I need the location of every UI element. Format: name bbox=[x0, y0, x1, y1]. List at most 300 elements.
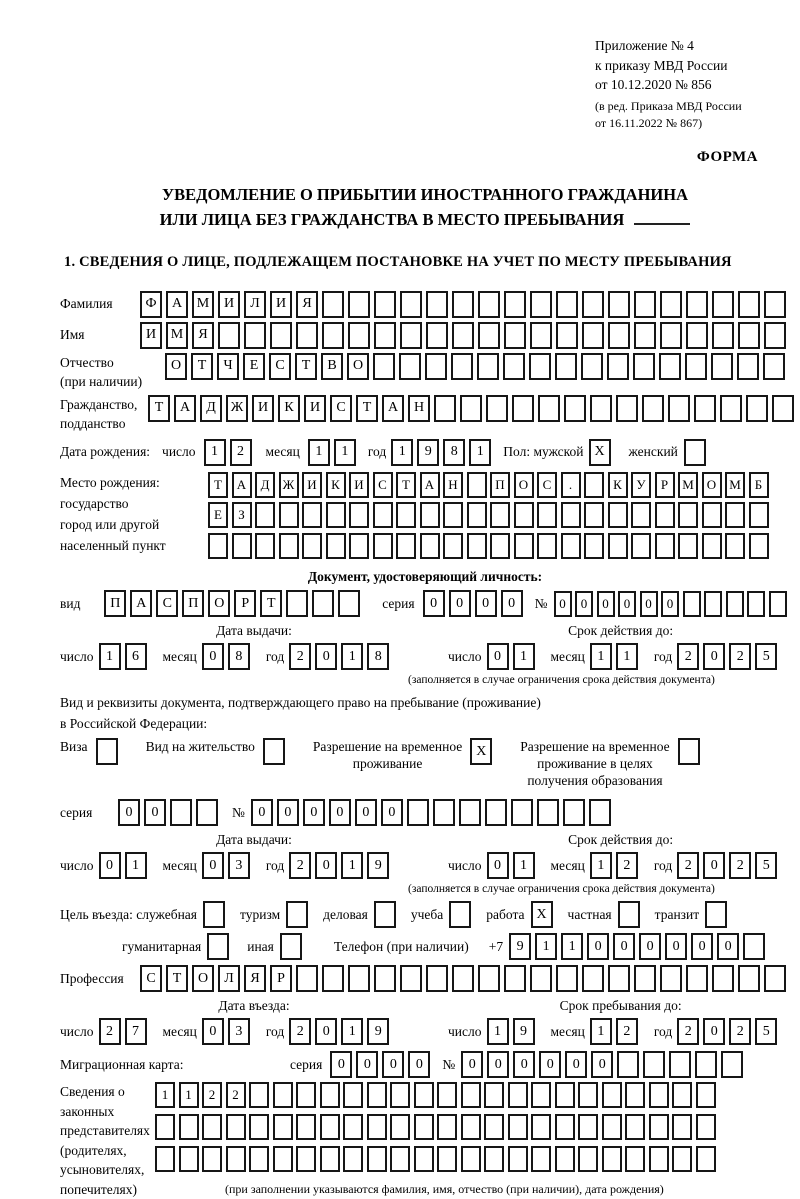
form-cell[interactable]: П bbox=[104, 590, 126, 617]
form-cell[interactable] bbox=[490, 533, 510, 559]
form-cell[interactable] bbox=[659, 353, 681, 380]
form-cell[interactable] bbox=[400, 322, 422, 349]
form-cell[interactable]: 0 bbox=[355, 799, 377, 826]
form-cell[interactable]: Ф bbox=[140, 291, 162, 318]
form-cell[interactable]: 2 bbox=[616, 852, 638, 879]
form-cell[interactable] bbox=[296, 322, 318, 349]
form-cell[interactable]: 0 bbox=[539, 1051, 561, 1078]
form-cell[interactable]: 1 bbox=[590, 852, 612, 879]
form-cell[interactable] bbox=[720, 395, 742, 422]
form-cell[interactable]: 0 bbox=[449, 590, 471, 617]
form-cell[interactable]: О bbox=[165, 353, 187, 380]
form-cell[interactable]: М bbox=[192, 291, 214, 318]
form-cell[interactable]: 0 bbox=[202, 852, 224, 879]
form-cell[interactable] bbox=[326, 502, 346, 528]
form-cell[interactable]: Р bbox=[234, 590, 256, 617]
form-cell[interactable] bbox=[490, 502, 510, 528]
form-cell[interactable] bbox=[686, 291, 708, 318]
form-cell[interactable] bbox=[608, 533, 628, 559]
form-cell[interactable]: 2 bbox=[230, 439, 252, 466]
form-cell[interactable]: 8 bbox=[443, 439, 465, 466]
form-cell[interactable] bbox=[414, 1082, 434, 1108]
form-cell[interactable] bbox=[738, 322, 760, 349]
form-cell[interactable] bbox=[320, 1082, 340, 1108]
form-cell[interactable]: 2 bbox=[677, 852, 699, 879]
form-cell[interactable]: 9 bbox=[417, 439, 439, 466]
form-cell[interactable] bbox=[426, 322, 448, 349]
form-cell[interactable] bbox=[764, 322, 786, 349]
form-cell[interactable]: 0 bbox=[618, 591, 636, 617]
form-cell[interactable] bbox=[367, 1114, 387, 1140]
form-cell[interactable]: А bbox=[166, 291, 188, 318]
form-cell[interactable]: Р bbox=[655, 472, 675, 498]
form-cell[interactable] bbox=[738, 965, 760, 992]
form-cell[interactable]: 1 bbox=[590, 643, 612, 670]
form-cell[interactable]: Я bbox=[244, 965, 266, 992]
form-cell[interactable] bbox=[582, 291, 604, 318]
form-cell[interactable] bbox=[531, 1114, 551, 1140]
form-cell[interactable]: 1 bbox=[561, 933, 583, 960]
form-cell[interactable] bbox=[608, 322, 630, 349]
form-cell[interactable] bbox=[617, 1051, 639, 1078]
form-cell[interactable] bbox=[420, 502, 440, 528]
form-cell[interactable] bbox=[508, 1146, 528, 1172]
form-cell[interactable] bbox=[669, 1051, 691, 1078]
form-cell[interactable] bbox=[374, 291, 396, 318]
form-cell[interactable] bbox=[451, 353, 473, 380]
form-cell[interactable] bbox=[555, 1146, 575, 1172]
form-cell[interactable]: Д bbox=[255, 472, 275, 498]
form-cell[interactable]: 1 bbox=[99, 643, 121, 670]
form-cell[interactable]: 2 bbox=[729, 852, 751, 879]
form-cell[interactable] bbox=[512, 395, 534, 422]
form-cell[interactable] bbox=[426, 965, 448, 992]
form-cell[interactable]: А bbox=[174, 395, 196, 422]
form-cell[interactable] bbox=[452, 322, 474, 349]
form-cell[interactable] bbox=[443, 502, 463, 528]
form-cell[interactable] bbox=[484, 1082, 504, 1108]
form-cell[interactable] bbox=[684, 439, 706, 466]
form-cell[interactable] bbox=[452, 965, 474, 992]
form-cell[interactable]: 1 bbox=[125, 852, 147, 879]
form-cell[interactable] bbox=[202, 1114, 222, 1140]
form-cell[interactable]: Д bbox=[200, 395, 222, 422]
form-cell[interactable]: 2 bbox=[677, 1018, 699, 1045]
form-cell[interactable]: П bbox=[490, 472, 510, 498]
form-cell[interactable] bbox=[232, 533, 252, 559]
form-cell[interactable]: 5 bbox=[755, 643, 777, 670]
form-cell[interactable]: А bbox=[130, 590, 152, 617]
form-cell[interactable] bbox=[437, 1082, 457, 1108]
form-cell[interactable] bbox=[343, 1114, 363, 1140]
form-cell[interactable] bbox=[694, 395, 716, 422]
form-cell[interactable] bbox=[312, 590, 334, 617]
form-cell[interactable] bbox=[561, 502, 581, 528]
form-cell[interactable] bbox=[426, 291, 448, 318]
form-cell[interactable] bbox=[343, 1146, 363, 1172]
form-cell[interactable] bbox=[407, 799, 429, 826]
form-cell[interactable]: 2 bbox=[202, 1082, 222, 1108]
form-cell[interactable] bbox=[155, 1114, 175, 1140]
form-cell[interactable]: Б bbox=[749, 472, 769, 498]
form-cell[interactable]: 1 bbox=[341, 1018, 363, 1045]
form-cell[interactable]: 2 bbox=[99, 1018, 121, 1045]
form-cell[interactable] bbox=[631, 533, 651, 559]
form-cell[interactable] bbox=[374, 901, 396, 928]
form-cell[interactable]: С bbox=[537, 472, 557, 498]
form-cell[interactable]: 0 bbox=[118, 799, 140, 826]
form-cell[interactable]: С bbox=[140, 965, 162, 992]
form-cell[interactable]: 0 bbox=[575, 591, 593, 617]
form-cell[interactable]: 0 bbox=[665, 933, 687, 960]
form-cell[interactable]: 1 bbox=[179, 1082, 199, 1108]
form-cell[interactable]: 0 bbox=[513, 1051, 535, 1078]
form-cell[interactable] bbox=[437, 1114, 457, 1140]
form-cell[interactable]: 1 bbox=[155, 1082, 175, 1108]
form-cell[interactable] bbox=[420, 533, 440, 559]
form-cell[interactable] bbox=[696, 1146, 716, 1172]
form-cell[interactable] bbox=[434, 395, 456, 422]
form-cell[interactable] bbox=[508, 1114, 528, 1140]
form-cell[interactable]: Т bbox=[148, 395, 170, 422]
form-cell[interactable] bbox=[602, 1114, 622, 1140]
form-cell[interactable] bbox=[578, 1082, 598, 1108]
form-cell[interactable] bbox=[530, 322, 552, 349]
form-cell[interactable]: 0 bbox=[202, 643, 224, 670]
form-cell[interactable] bbox=[537, 533, 557, 559]
form-cell[interactable]: И bbox=[140, 322, 162, 349]
form-cell[interactable]: 2 bbox=[616, 1018, 638, 1045]
form-cell[interactable] bbox=[763, 353, 785, 380]
form-cell[interactable] bbox=[326, 533, 346, 559]
form-cell[interactable] bbox=[705, 901, 727, 928]
form-cell[interactable]: X bbox=[470, 738, 492, 765]
form-cell[interactable] bbox=[202, 1146, 222, 1172]
form-cell[interactable]: 0 bbox=[501, 590, 523, 617]
form-cell[interactable] bbox=[348, 965, 370, 992]
form-cell[interactable]: Я bbox=[296, 291, 318, 318]
form-cell[interactable]: 0 bbox=[382, 1051, 404, 1078]
form-cell[interactable] bbox=[461, 1082, 481, 1108]
form-cell[interactable] bbox=[556, 965, 578, 992]
form-cell[interactable] bbox=[584, 502, 604, 528]
form-cell[interactable]: 0 bbox=[315, 643, 337, 670]
form-cell[interactable] bbox=[590, 395, 612, 422]
form-cell[interactable]: З bbox=[232, 502, 252, 528]
form-cell[interactable]: Т bbox=[356, 395, 378, 422]
form-cell[interactable] bbox=[460, 395, 482, 422]
form-cell[interactable] bbox=[459, 799, 481, 826]
form-cell[interactable]: 7 bbox=[125, 1018, 147, 1045]
form-cell[interactable] bbox=[634, 291, 656, 318]
form-cell[interactable]: И bbox=[302, 472, 322, 498]
form-cell[interactable]: 1 bbox=[308, 439, 330, 466]
form-cell[interactable] bbox=[608, 291, 630, 318]
form-cell[interactable]: Ж bbox=[226, 395, 248, 422]
form-cell[interactable]: 9 bbox=[513, 1018, 535, 1045]
form-cell[interactable] bbox=[467, 533, 487, 559]
form-cell[interactable]: А bbox=[420, 472, 440, 498]
form-cell[interactable] bbox=[660, 322, 682, 349]
form-cell[interactable] bbox=[504, 291, 526, 318]
form-cell[interactable] bbox=[749, 533, 769, 559]
form-cell[interactable] bbox=[563, 799, 585, 826]
form-cell[interactable] bbox=[286, 901, 308, 928]
form-cell[interactable]: 1 bbox=[616, 643, 638, 670]
form-cell[interactable]: В bbox=[321, 353, 343, 380]
form-cell[interactable]: С bbox=[330, 395, 352, 422]
form-cell[interactable] bbox=[322, 965, 344, 992]
form-cell[interactable] bbox=[478, 322, 500, 349]
form-cell[interactable] bbox=[725, 533, 745, 559]
form-cell[interactable] bbox=[400, 291, 422, 318]
form-cell[interactable]: С bbox=[269, 353, 291, 380]
form-cell[interactable]: Ч bbox=[217, 353, 239, 380]
form-cell[interactable] bbox=[485, 799, 507, 826]
form-cell[interactable] bbox=[467, 472, 487, 498]
form-cell[interactable]: 1 bbox=[341, 643, 363, 670]
form-cell[interactable] bbox=[486, 395, 508, 422]
form-cell[interactable]: Ж bbox=[279, 472, 299, 498]
form-cell[interactable] bbox=[555, 1082, 575, 1108]
form-cell[interactable] bbox=[649, 1114, 669, 1140]
form-cell[interactable]: 0 bbox=[717, 933, 739, 960]
form-cell[interactable] bbox=[668, 395, 690, 422]
form-cell[interactable]: 0 bbox=[202, 1018, 224, 1045]
form-cell[interactable] bbox=[683, 591, 701, 617]
form-cell[interactable] bbox=[348, 322, 370, 349]
form-cell[interactable] bbox=[581, 353, 603, 380]
form-cell[interactable] bbox=[414, 1146, 434, 1172]
form-cell[interactable]: 0 bbox=[356, 1051, 378, 1078]
form-cell[interactable]: Т bbox=[208, 472, 228, 498]
form-cell[interactable] bbox=[514, 502, 534, 528]
form-cell[interactable]: О bbox=[702, 472, 722, 498]
form-cell[interactable] bbox=[367, 1082, 387, 1108]
form-cell[interactable] bbox=[634, 965, 656, 992]
form-cell[interactable] bbox=[374, 322, 396, 349]
form-cell[interactable] bbox=[769, 591, 787, 617]
form-cell[interactable] bbox=[207, 933, 229, 960]
form-cell[interactable]: Т bbox=[260, 590, 282, 617]
form-cell[interactable] bbox=[564, 395, 586, 422]
form-cell[interactable]: 0 bbox=[144, 799, 166, 826]
form-cell[interactable] bbox=[712, 291, 734, 318]
form-cell[interactable]: 2 bbox=[226, 1082, 246, 1108]
form-cell[interactable]: 1 bbox=[334, 439, 356, 466]
form-cell[interactable] bbox=[602, 1146, 622, 1172]
form-cell[interactable] bbox=[390, 1146, 410, 1172]
form-cell[interactable] bbox=[634, 322, 656, 349]
form-cell[interactable] bbox=[531, 1082, 551, 1108]
form-cell[interactable] bbox=[414, 1114, 434, 1140]
form-cell[interactable] bbox=[396, 533, 416, 559]
form-cell[interactable] bbox=[655, 502, 675, 528]
form-cell[interactable] bbox=[649, 1082, 669, 1108]
form-cell[interactable] bbox=[478, 291, 500, 318]
form-cell[interactable]: Р bbox=[270, 965, 292, 992]
form-cell[interactable]: 0 bbox=[565, 1051, 587, 1078]
form-cell[interactable] bbox=[338, 590, 360, 617]
form-cell[interactable]: 0 bbox=[487, 852, 509, 879]
form-cell[interactable]: 0 bbox=[639, 933, 661, 960]
form-cell[interactable] bbox=[584, 533, 604, 559]
form-cell[interactable] bbox=[764, 291, 786, 318]
form-cell[interactable]: 0 bbox=[554, 591, 572, 617]
form-cell[interactable] bbox=[296, 1146, 316, 1172]
form-cell[interactable] bbox=[537, 799, 559, 826]
form-cell[interactable] bbox=[373, 502, 393, 528]
form-cell[interactable] bbox=[170, 799, 192, 826]
form-cell[interactable] bbox=[373, 353, 395, 380]
form-cell[interactable] bbox=[437, 1146, 457, 1172]
form-cell[interactable] bbox=[343, 1082, 363, 1108]
form-cell[interactable]: Я bbox=[192, 322, 214, 349]
form-cell[interactable] bbox=[179, 1114, 199, 1140]
form-cell[interactable] bbox=[280, 933, 302, 960]
form-cell[interactable]: 5 bbox=[755, 1018, 777, 1045]
form-cell[interactable]: 9 bbox=[509, 933, 531, 960]
form-cell[interactable] bbox=[531, 1146, 551, 1172]
form-cell[interactable] bbox=[537, 502, 557, 528]
form-cell[interactable]: 9 bbox=[367, 1018, 389, 1045]
form-cell[interactable]: 0 bbox=[640, 591, 658, 617]
form-cell[interactable] bbox=[367, 1146, 387, 1172]
form-cell[interactable] bbox=[249, 1146, 269, 1172]
form-cell[interactable]: 0 bbox=[597, 591, 615, 617]
form-cell[interactable] bbox=[642, 395, 664, 422]
form-cell[interactable] bbox=[348, 291, 370, 318]
form-cell[interactable]: 9 bbox=[367, 852, 389, 879]
form-cell[interactable] bbox=[746, 395, 768, 422]
form-cell[interactable] bbox=[461, 1146, 481, 1172]
form-cell[interactable] bbox=[618, 901, 640, 928]
form-cell[interactable]: 8 bbox=[367, 643, 389, 670]
form-cell[interactable]: 0 bbox=[461, 1051, 483, 1078]
form-cell[interactable]: М bbox=[678, 472, 698, 498]
form-cell[interactable]: Н bbox=[443, 472, 463, 498]
form-cell[interactable] bbox=[584, 472, 604, 498]
form-cell[interactable] bbox=[270, 322, 292, 349]
form-cell[interactable] bbox=[686, 965, 708, 992]
form-cell[interactable] bbox=[208, 533, 228, 559]
form-cell[interactable]: X bbox=[531, 901, 553, 928]
form-cell[interactable] bbox=[349, 533, 369, 559]
form-cell[interactable] bbox=[196, 799, 218, 826]
form-cell[interactable] bbox=[643, 1051, 665, 1078]
form-cell[interactable]: 1 bbox=[391, 439, 413, 466]
form-cell[interactable] bbox=[578, 1114, 598, 1140]
form-cell[interactable]: 8 bbox=[228, 643, 250, 670]
form-cell[interactable] bbox=[556, 291, 578, 318]
form-cell[interactable]: 0 bbox=[330, 1051, 352, 1078]
form-cell[interactable]: 3 bbox=[228, 1018, 250, 1045]
form-cell[interactable] bbox=[616, 395, 638, 422]
form-cell[interactable] bbox=[678, 533, 698, 559]
form-cell[interactable]: Л bbox=[218, 965, 240, 992]
form-cell[interactable] bbox=[721, 1051, 743, 1078]
form-cell[interactable] bbox=[244, 322, 266, 349]
form-cell[interactable]: Л bbox=[244, 291, 266, 318]
form-cell[interactable]: Т bbox=[191, 353, 213, 380]
form-cell[interactable]: И bbox=[349, 472, 369, 498]
form-cell[interactable] bbox=[508, 1082, 528, 1108]
form-cell[interactable] bbox=[712, 322, 734, 349]
form-cell[interactable]: О bbox=[192, 965, 214, 992]
form-cell[interactable] bbox=[660, 291, 682, 318]
form-cell[interactable]: 0 bbox=[251, 799, 273, 826]
form-cell[interactable] bbox=[302, 533, 322, 559]
form-cell[interactable] bbox=[530, 291, 552, 318]
form-cell[interactable] bbox=[302, 502, 322, 528]
form-cell[interactable]: К bbox=[278, 395, 300, 422]
form-cell[interactable]: 0 bbox=[661, 591, 679, 617]
form-cell[interactable]: 0 bbox=[703, 1018, 725, 1045]
form-cell[interactable] bbox=[279, 533, 299, 559]
form-cell[interactable] bbox=[390, 1114, 410, 1140]
form-cell[interactable] bbox=[631, 502, 651, 528]
form-cell[interactable] bbox=[625, 1082, 645, 1108]
form-cell[interactable]: 0 bbox=[703, 643, 725, 670]
form-cell[interactable]: М bbox=[166, 322, 188, 349]
form-cell[interactable]: . bbox=[561, 472, 581, 498]
form-cell[interactable] bbox=[433, 799, 455, 826]
form-cell[interactable] bbox=[449, 901, 471, 928]
form-cell[interactable] bbox=[400, 965, 422, 992]
form-cell[interactable] bbox=[607, 353, 629, 380]
form-cell[interactable] bbox=[625, 1114, 645, 1140]
form-cell[interactable]: У bbox=[631, 472, 651, 498]
form-cell[interactable]: 1 bbox=[469, 439, 491, 466]
form-cell[interactable] bbox=[655, 533, 675, 559]
form-cell[interactable] bbox=[477, 353, 499, 380]
form-cell[interactable] bbox=[772, 395, 794, 422]
form-cell[interactable] bbox=[179, 1146, 199, 1172]
form-cell[interactable] bbox=[582, 965, 604, 992]
form-cell[interactable]: 0 bbox=[99, 852, 121, 879]
form-cell[interactable] bbox=[738, 291, 760, 318]
form-cell[interactable]: Т bbox=[396, 472, 416, 498]
form-cell[interactable] bbox=[556, 322, 578, 349]
form-cell[interactable] bbox=[504, 965, 526, 992]
form-cell[interactable]: 0 bbox=[475, 590, 497, 617]
form-cell[interactable] bbox=[555, 353, 577, 380]
form-cell[interactable] bbox=[273, 1082, 293, 1108]
form-cell[interactable]: Е bbox=[208, 502, 228, 528]
form-cell[interactable]: 0 bbox=[613, 933, 635, 960]
form-cell[interactable]: К bbox=[608, 472, 628, 498]
form-cell[interactable]: О bbox=[514, 472, 534, 498]
form-cell[interactable]: 1 bbox=[341, 852, 363, 879]
form-cell[interactable] bbox=[582, 322, 604, 349]
form-cell[interactable]: И bbox=[252, 395, 274, 422]
form-cell[interactable]: 0 bbox=[277, 799, 299, 826]
form-cell[interactable] bbox=[263, 738, 285, 765]
form-cell[interactable]: К bbox=[326, 472, 346, 498]
form-cell[interactable]: С bbox=[373, 472, 393, 498]
form-cell[interactable] bbox=[678, 738, 700, 765]
form-cell[interactable]: 0 bbox=[691, 933, 713, 960]
form-cell[interactable] bbox=[396, 502, 416, 528]
form-cell[interactable] bbox=[660, 965, 682, 992]
form-cell[interactable] bbox=[726, 591, 744, 617]
form-cell[interactable] bbox=[279, 502, 299, 528]
form-cell[interactable]: Н bbox=[408, 395, 430, 422]
form-cell[interactable]: И bbox=[270, 291, 292, 318]
form-cell[interactable] bbox=[608, 965, 630, 992]
form-cell[interactable] bbox=[503, 353, 525, 380]
form-cell[interactable]: 0 bbox=[329, 799, 351, 826]
